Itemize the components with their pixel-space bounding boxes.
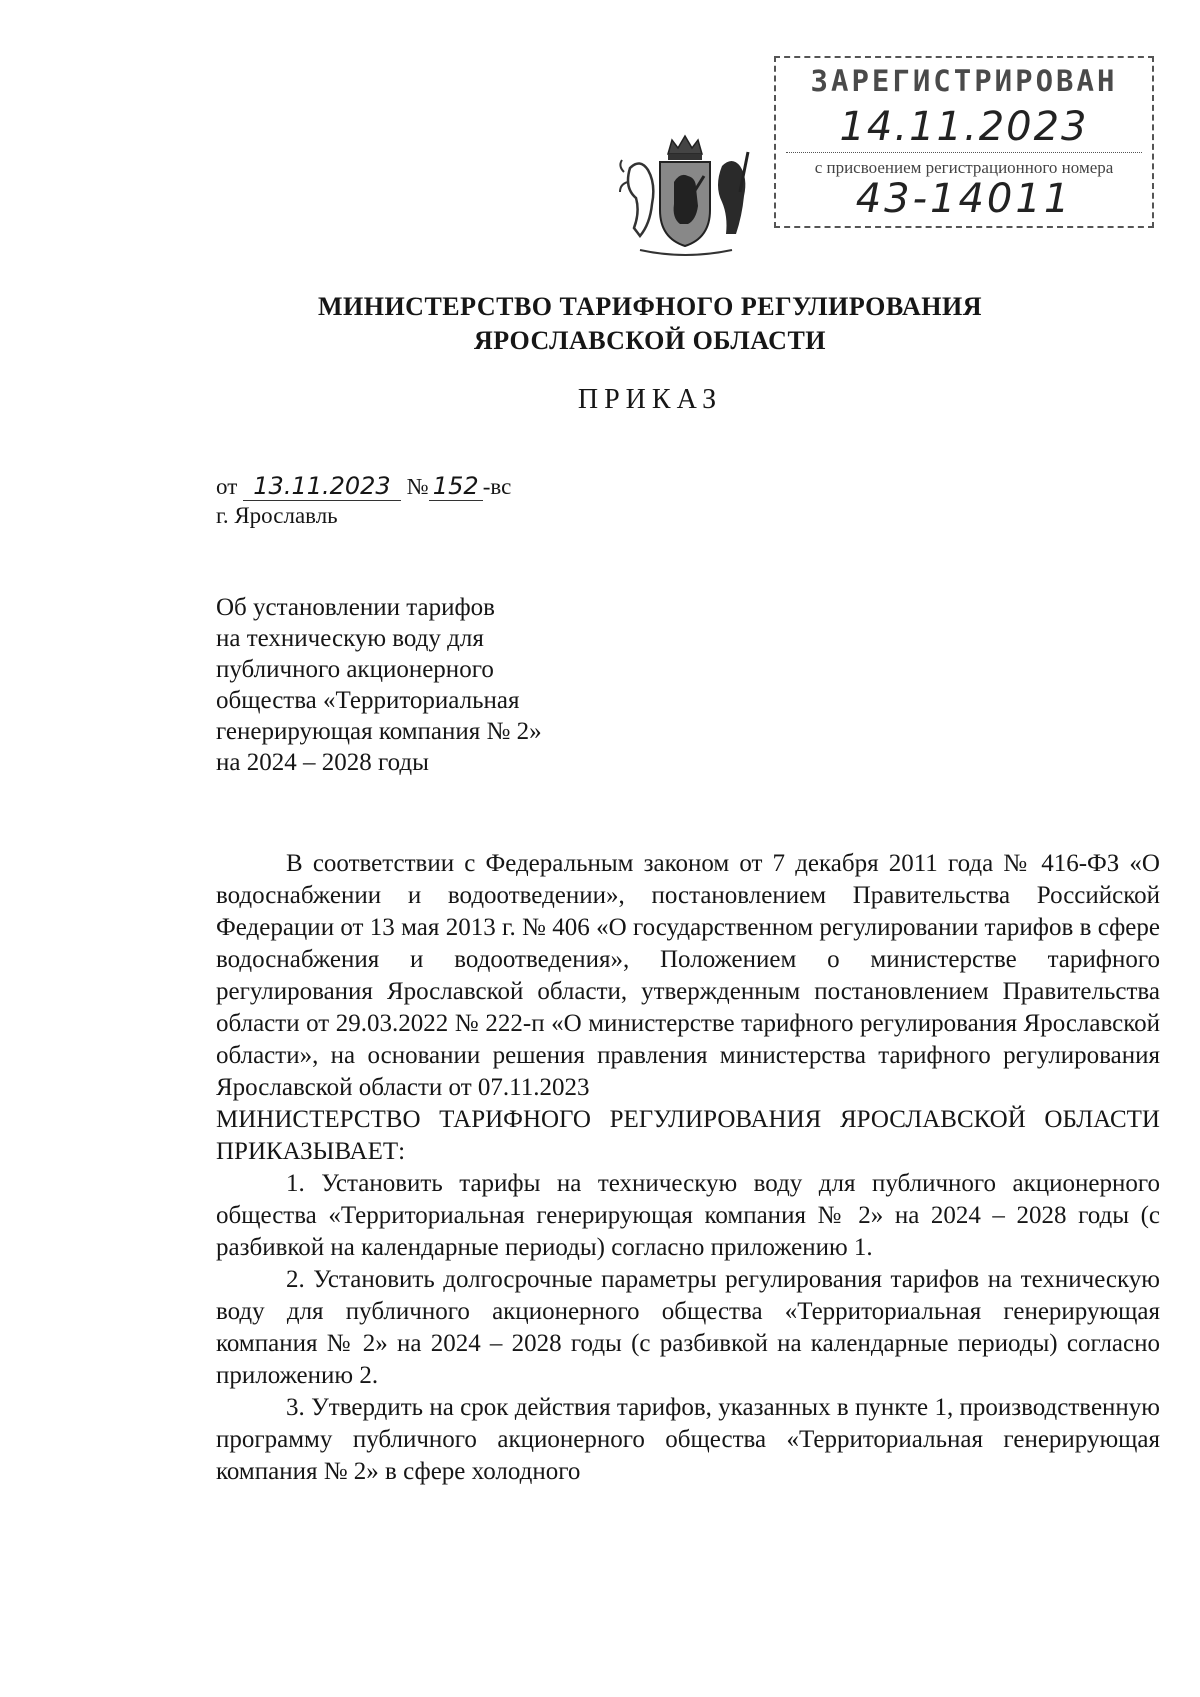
order-date: 13.11.2023 xyxy=(243,472,401,501)
stamp-divider xyxy=(786,152,1142,153)
subject-line: общества «Территориальная xyxy=(216,687,520,714)
subject-line: публичного акционерного xyxy=(216,656,494,683)
subject-line: на техническую воду для xyxy=(216,625,484,652)
stamp-title: ЗАРЕГИСТРИРОВАН xyxy=(810,64,1118,98)
order-directive: МИНИСТЕРСТВО ТАРИФНОГО РЕГУЛИРОВАНИЯ ЯРОСЛАВСКОЙ ОБЛАСТИ ПРИКАЗЫВАЕТ: xyxy=(216,1106,1160,1165)
stamp-registration-number: 43-14011 xyxy=(855,176,1073,222)
from-label: от xyxy=(216,474,238,499)
stamp-date: 14.11.2023 xyxy=(839,104,1089,150)
order-subject xyxy=(216,592,542,778)
number-label: № xyxy=(406,474,429,499)
order-number-suffix: -вс xyxy=(482,474,512,499)
order-date-line xyxy=(216,472,511,501)
order-city: г. Ярославль xyxy=(216,503,338,528)
stamp-caption: с присвоением регистрационного номера xyxy=(814,158,1114,177)
order-number: 152 xyxy=(429,472,483,501)
item-3: 3. Утвердить на срок действия тарифов, указанных в пункте 1, производственную программу публичного акционерного общества «Территориальная генерирующая компания № 2» в сфере холодного xyxy=(216,1394,1160,1485)
coat-of-arms-icon xyxy=(610,132,760,262)
document-type: ПРИКАЗ xyxy=(577,384,723,415)
registration-stamp xyxy=(774,56,1154,228)
ministry-name-line1: МИНИСТЕРСТВО ТАРИФНОГО РЕГУЛИРОВАНИЯ xyxy=(317,292,983,321)
subject-line: на 2024 – 2028 годы xyxy=(216,749,429,776)
order-body xyxy=(216,848,1160,1488)
ministry-name-line2: ЯРОСЛАВСКОЙ ОБЛАСТИ xyxy=(473,326,827,355)
subject-line: Об установлении тарифов xyxy=(216,594,495,621)
item-1: 1. Установить тарифы на техническую воду для публичного акционерного общества «Территориальная генерирующая компания № 2» на 2024 – 2028 годы (с разбивкой на календарные периоды) согласно приложению 1. xyxy=(216,1170,1160,1261)
item-2: 2. Установить долгосрочные параметры регулирования тарифов на техническую воду для публичного акционерного общества «Территориальная генерирующая компания № 2» на 2024 – 2028 годы (с разбивкой на календарные периоды) согласно приложению 2. xyxy=(216,1266,1160,1389)
subject-line: генерирующая компания № 2» xyxy=(216,718,542,745)
preamble-paragraph: В соответствии с Федеральным законом от 7 декабря 2011 года № 416-ФЗ «О водоснабжении и водоотведении», постановлением Правительства Российской Федерации от 13 мая 2013 г. № 406 «О государственном регулировании тарифов в сфере водоснабжения и водоотведения», Положением о министерстве тарифного регулирования Ярославской области, утвержденным постановлением Правительства области от 29.03.2022 № 222-п «О министерстве тарифного регулирования Ярославской области», на основании решения правления министерства тарифного регулирования Ярославской области от 07.11.2023 xyxy=(216,850,1160,1101)
